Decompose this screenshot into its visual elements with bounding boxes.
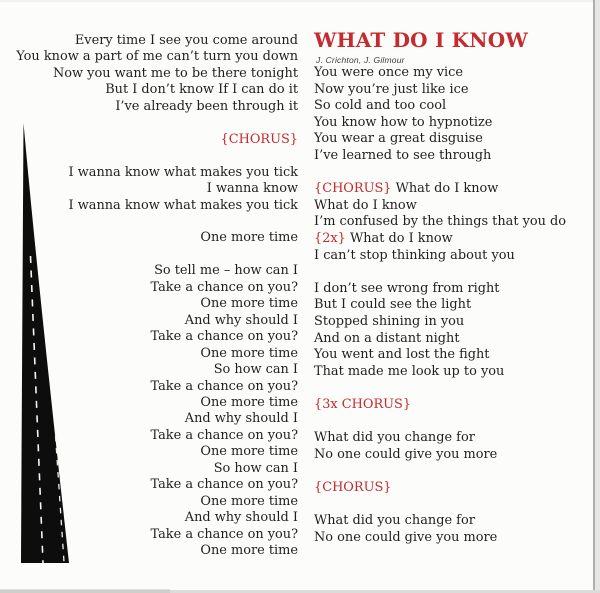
lyric-line	[10, 115, 298, 131]
lyric-line	[314, 264, 600, 281]
page-top-edge	[0, 0, 600, 2]
lyric-line: One more time	[200, 394, 298, 410]
lyric-line	[314, 380, 600, 397]
lyric-line: One more time	[200, 296, 298, 312]
lyric-line: Now you’re just like ice	[314, 81, 469, 97]
lyric-line: But I don’t know If I can do it	[105, 82, 298, 98]
lyric-line: So tell me – how can I	[154, 263, 298, 279]
lyric-line: Take a chance on you?	[150, 279, 298, 295]
lyric-line: You were once my vice	[314, 65, 463, 80]
lyric-line: Stopped shining in you	[314, 313, 465, 329]
lyric-line: But I could see the light	[314, 297, 472, 313]
lyric-line: I can’t stop thinking about you	[314, 247, 515, 263]
lyric-line-with-marker: {CHORUS} What do I know	[314, 181, 499, 197]
chorus-marker: {2x}	[314, 230, 346, 246]
lyric-line: Take a chance on you?	[150, 427, 298, 443]
songwriter-credits: J. Crichton, J. Gilmour	[316, 55, 405, 65]
lyric-line: Take a chance on you?	[150, 378, 298, 394]
page-fold-line	[593, 0, 595, 593]
chorus-marker: {CHORUS}	[314, 479, 392, 495]
lyric-line: So cold and too cool	[314, 98, 447, 114]
lyric-line: No one could give you more	[314, 529, 498, 545]
lyric-line: And why should I	[184, 411, 298, 427]
lyric-line: That made me look up to you	[314, 363, 505, 379]
lyric-line: I’m confused by the things that you do	[314, 214, 567, 230]
lyric-line: I wanna know	[206, 181, 298, 197]
lyric-line: And on a distant night	[314, 330, 460, 346]
lyric-line: You wear a great disguise	[314, 131, 483, 147]
lyric-line: Now you want me to be there tonight	[53, 65, 298, 81]
lyric-line	[10, 148, 298, 164]
lyric-line: So how can I	[213, 460, 298, 476]
lyric-line: You went and lost the fight	[314, 347, 490, 363]
lyric-line: I wanna know what makes you tick	[68, 197, 298, 213]
lyric-line: Take a chance on you?	[150, 329, 298, 345]
lyric-line: One more time	[200, 493, 298, 509]
lyric-line	[314, 413, 600, 430]
lyric-line: I’ve already been through it	[115, 98, 298, 114]
lyric-line	[314, 463, 600, 480]
lyric-line: One more time	[200, 345, 298, 361]
lyric-line: No one could give you more	[314, 446, 498, 462]
lyric-line: I don’t see wrong from right	[314, 280, 500, 296]
lyric-line: One more time	[200, 444, 298, 460]
page-right-edge-shadow	[595, 0, 600, 593]
lyric-line-with-marker	[314, 480, 600, 497]
chorus-marker: {CHORUS}	[220, 131, 298, 147]
lyric-line: I’ve learned to see through	[314, 147, 492, 163]
lyric-line: Take a chance on you?	[150, 477, 298, 493]
lyric-line: So how can I	[213, 362, 298, 378]
lyric-line: And why should I	[184, 312, 298, 328]
lyric-line: What do I know	[314, 197, 417, 213]
page-bottom-edge-shadow	[0, 589, 170, 593]
lyric-line: One more time	[200, 230, 298, 246]
right-lyrics-column	[314, 65, 600, 546]
lyric-line	[314, 165, 600, 182]
song-title: WHAT DO I KNOW	[314, 28, 529, 52]
lyric-line	[10, 247, 298, 263]
chorus-marker: {3x CHORUS}	[314, 396, 412, 412]
lyric-line: Every time I see you come around	[74, 33, 298, 48]
lyric-line: I wanna know what makes you tick	[68, 164, 298, 180]
lyric-line: One more time	[200, 543, 298, 559]
lyric-line-with-marker	[10, 132, 298, 148]
lyric-line	[10, 214, 298, 230]
lyric-line: And why should I	[184, 510, 298, 526]
lyric-line: What did you change for	[314, 513, 475, 529]
lyric-line: What did you change for	[314, 430, 475, 446]
lyric-line: You know how to hypnotize	[314, 114, 493, 130]
lyric-line-with-marker	[314, 397, 600, 414]
left-lyrics-column	[10, 33, 298, 560]
chorus-marker: {CHORUS}	[314, 181, 392, 197]
lyric-line	[314, 496, 600, 513]
lyric-line: You know a part of me can’t turn you down	[16, 49, 298, 65]
lyric-line: Take a chance on you?	[150, 526, 298, 542]
lyric-line-with-marker: {2x} What do I know	[314, 230, 453, 246]
